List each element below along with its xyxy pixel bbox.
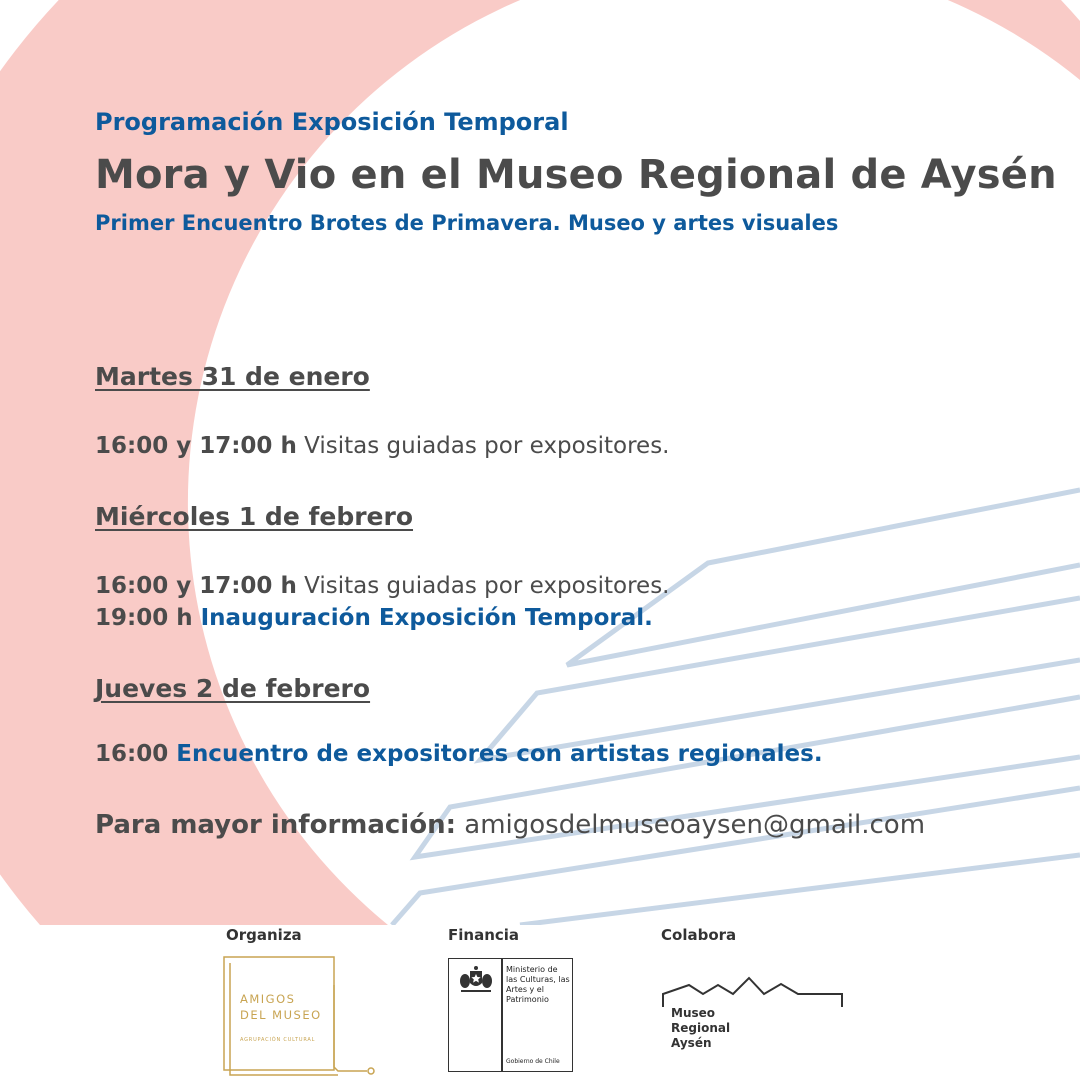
amigos-tagline: AGRUPACIÓN CULTURAL bbox=[240, 1037, 316, 1043]
contact-email[interactable]: amigosdelmuseoaysen@gmail.com bbox=[456, 810, 926, 840]
day-heading: Jueves 2 de febrero bbox=[95, 674, 371, 703]
blue-diagonal-lines bbox=[392, 490, 1080, 925]
page-subtitle: Primer Encuentro Brotes de Primavera. Museo y artes visuales bbox=[95, 211, 839, 235]
event-line bbox=[95, 605, 653, 631]
ministerio-name: Ministerio de las Culturas, las Artes y el Patrimonio bbox=[506, 965, 570, 1004]
museo-line2: Regional bbox=[671, 1021, 731, 1035]
financia-label: Financia bbox=[448, 926, 520, 944]
gobierno-label: Gobierno de Chile bbox=[506, 1058, 560, 1065]
amigos-del-museo-logo bbox=[222, 955, 377, 1077]
event-time: 16:00 y 17:00 h bbox=[95, 573, 297, 599]
event-time: 16:00 bbox=[95, 741, 169, 767]
colabora-label: Colabora bbox=[661, 926, 737, 944]
event-line bbox=[95, 573, 670, 599]
amigos-line2: DEL MUSEO bbox=[240, 1008, 322, 1022]
contact-line bbox=[95, 810, 925, 840]
event-line bbox=[95, 433, 670, 459]
organiza-label: Organiza bbox=[226, 926, 302, 944]
kicker-heading: Programación Exposición Temporal bbox=[95, 108, 569, 136]
ministerio-logo bbox=[448, 958, 573, 1072]
event-time: 16:00 y 17:00 h bbox=[95, 433, 297, 459]
event-line bbox=[95, 741, 823, 767]
day-heading: Miércoles 1 de febrero bbox=[95, 502, 414, 531]
event-time: 19:00 h bbox=[95, 605, 193, 631]
museo-regional-logo bbox=[661, 972, 846, 1054]
museo-line3: Aysén bbox=[671, 1036, 712, 1050]
museo-line1: Museo bbox=[671, 1006, 716, 1020]
contact-label: Para mayor información: bbox=[95, 810, 456, 840]
coat-of-arms-icon bbox=[457, 965, 495, 995]
page-title: Mora y Vio en el Museo Regional de Aysén bbox=[95, 152, 1057, 198]
event-text: Visitas guiadas por expositores. bbox=[296, 573, 670, 599]
day-heading: Martes 31 de enero bbox=[95, 362, 370, 391]
event-text: Encuentro de expositores con artistas regionales. bbox=[168, 741, 823, 767]
event-text: Visitas guiadas por expositores. bbox=[296, 433, 670, 459]
event-text: Inauguración Exposición Temporal. bbox=[192, 605, 653, 631]
amigos-line1: AMIGOS bbox=[240, 992, 296, 1006]
